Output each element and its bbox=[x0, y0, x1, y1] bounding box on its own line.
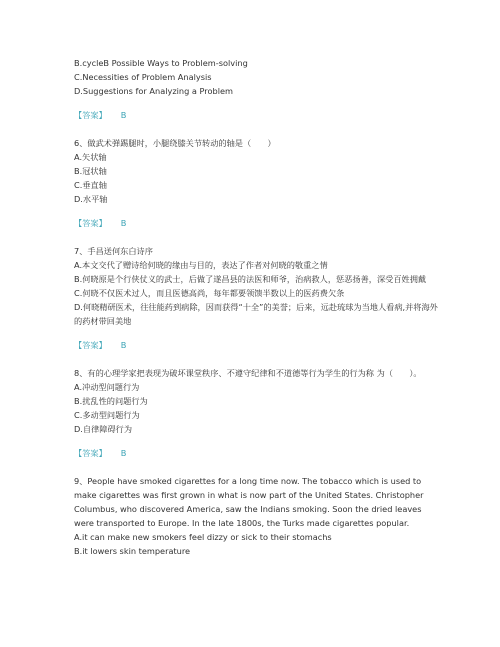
q8-option-c: C.多动型问题行为 bbox=[74, 410, 140, 420]
answer-value: B bbox=[120, 448, 127, 458]
answer-label: 【答案】 bbox=[74, 218, 107, 228]
q8-option-a: A.冲动型问题行为 bbox=[74, 382, 140, 392]
q8-question: 8、有的心理学家把表现为破坏课堂秩序、不遵守纪律和不道德等行为学生的行为称 为（ ）。 bbox=[74, 368, 422, 378]
q9-question: 9、People have smoked cigarettes for a long time now. The tobacco which is used to make cigarettes was first grown in what is now part of the United States. Christopher Columbus, who discovered America, saw the Indians smoking. Soon the dried leaves were transported to Europe. In the late 1800s, the Turks made cigarettes popular. bbox=[74, 476, 424, 528]
q5-option-d: D.Suggestions for Analyzing a Problem bbox=[74, 86, 233, 96]
q7-option-d: D.何晓精研医术，往往能药到病除，因而获得“十全”的美誉；后来，远赴琉球为当地人看病,并将海外的药材带回美地 bbox=[74, 302, 438, 326]
answer-value: B bbox=[120, 218, 127, 228]
answer-label: 【答案】 bbox=[74, 448, 107, 458]
q7-question: 7、手昌送何东白诗序 bbox=[74, 246, 153, 256]
q6-option-a: A.矢状轴 bbox=[74, 152, 107, 162]
q7-option-b: B.何晓原是个行侠仗义的武士，后做了遂昌县的法医和师爷，治病救人，惩恶扬善，深受百姓拥戴 bbox=[74, 274, 427, 284]
q7-option-c: C.何晓不仅医术过人，而且医德高尚，每年都要领馈半数以上的医药费欠条 bbox=[74, 288, 345, 298]
answer-label: 【答案】 bbox=[74, 110, 107, 120]
document-page bbox=[74, 56, 444, 558]
q5-option-c: C.Necessities of Problem Analysis bbox=[74, 72, 212, 82]
q6-option-c: C.垂直轴 bbox=[74, 180, 107, 190]
q9-option-a: A.it can make new smokers feel dizzy or sick to their stomachs bbox=[74, 532, 332, 542]
q6-question: 6、做武术弹踢腿时，小腿绕膝关节转动的轴是（ ） bbox=[74, 138, 276, 148]
q7-option-a: A.本文交代了赠诗给何晓的缘由与目的，表达了作者对何晓的敬重之情 bbox=[74, 260, 328, 270]
q6-answer bbox=[74, 216, 444, 230]
q8-answer bbox=[74, 446, 444, 460]
q8-option-d: D.自律障碍行为 bbox=[74, 424, 133, 434]
q6-option-b: B.冠状轴 bbox=[74, 166, 107, 176]
answer-value: B bbox=[120, 340, 127, 350]
answer-value: B bbox=[120, 110, 127, 120]
q8-option-b: B.扰乱性的问题行为 bbox=[74, 396, 148, 406]
q9-option-b: B.it lowers skin temperature bbox=[74, 546, 191, 556]
answer-label: 【答案】 bbox=[74, 340, 107, 350]
q5-answer bbox=[74, 108, 444, 122]
q6-option-d: D.水平轴 bbox=[74, 194, 108, 204]
q7-answer bbox=[74, 338, 444, 352]
q5-option-b: B.cycleB Possible Ways to Problem-solving bbox=[74, 58, 248, 68]
